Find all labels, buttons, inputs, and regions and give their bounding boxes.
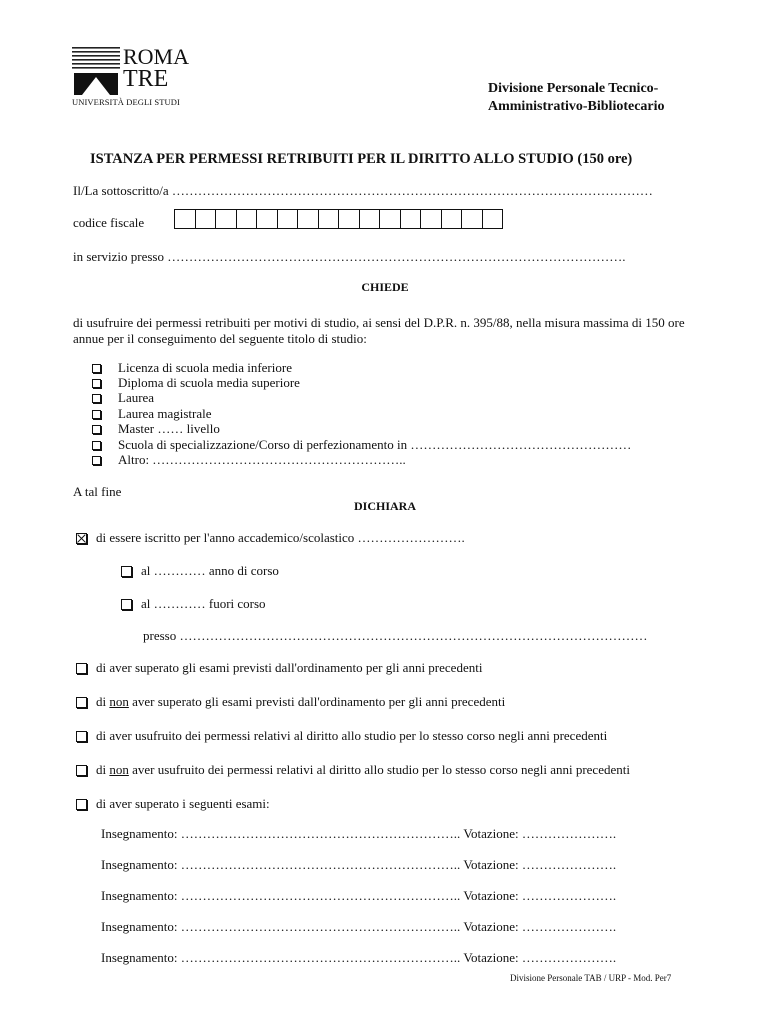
not-used-suffix: aver usufruito dei permessi relativi al diritto allo studio per lo stesso corso negli anni precedenti [128,762,630,777]
applicant-name-field[interactable]: Il/La sottoscritto/a ………………………………………………………………………………………………… [73,183,653,198]
codice-fiscale-boxes[interactable] [175,209,503,229]
dichiara-heading: DICHIARA [353,499,416,513]
checkbox-icon[interactable] [121,566,132,577]
not-word: non [109,762,129,777]
codice-fiscale-char-box[interactable] [195,209,217,229]
not-word: non [109,694,129,709]
option-licenza-media[interactable] [92,360,292,376]
division-line-1: Divisione Personale Tecnico- [488,81,659,96]
not-passed-exams-option[interactable] [76,694,505,710]
checkbox-icon[interactable] [76,731,87,742]
exam-row[interactable] [101,857,616,873]
logo-stripes [72,47,120,69]
logo-arch [74,73,118,95]
codice-fiscale-char-box[interactable] [400,209,422,229]
exam-grade-field[interactable]: Votazione: …………………. [463,919,617,934]
codice-fiscale-char-box[interactable] [215,209,237,229]
exam-row[interactable] [101,950,616,966]
chiede-paragraph: di usufruire dei permessi retribuiti per motivi di studio, ai sensi del D.P.R. n. 395/88, nella misura massima di 150 ore annue per il conseguimento del seguente titolo di studio: [73,315,685,346]
codice-fiscale-char-box[interactable] [359,209,381,229]
a-tal-fine-text: A tal fine [73,484,122,499]
passed-exams-label: di aver superato gli esami previsti dall'ordinamento per gli anni precedenti [96,660,483,675]
exam-subject-field[interactable]: Insegnamento: ……………………………………………………….. [101,950,464,965]
not-passed-suffix: aver superato gli esami previsti dall'ordinamento per gli anni precedenti [128,694,506,709]
exam-row[interactable] [101,888,616,904]
exam-grade-field[interactable]: Votazione: …………………. [463,950,617,965]
not-passed-prefix: di [96,694,110,709]
codice-fiscale-label: codice fiscale [73,215,145,230]
year-of-course-label: al ………… anno di corso [141,563,279,578]
codice-fiscale-char-box[interactable] [297,209,319,229]
division-line-2: Amministrativo-Bibliotecario [488,99,665,114]
codice-fiscale-char-box[interactable] [441,209,463,229]
checkbox-icon[interactable] [76,697,87,708]
checkbox-icon[interactable] [121,599,132,610]
checked-checkbox-icon[interactable] [76,533,87,544]
exam-subject-field[interactable]: Insegnamento: ……………………………………………………….. [101,919,464,934]
option-label: Master …… livello [118,421,220,436]
codice-fiscale-char-box[interactable] [420,209,442,229]
option-master[interactable] [92,421,220,437]
service-location-field[interactable]: in servizio presso ……………………………………………………………………………………………. [73,249,626,264]
year-of-course-option[interactable] [121,563,279,579]
checkbox-icon[interactable] [92,456,101,465]
exam-grade-field[interactable]: Votazione: …………………. [463,888,617,903]
checkbox-icon[interactable] [92,425,101,434]
codice-fiscale-char-box[interactable] [256,209,278,229]
checkbox-icon[interactable] [92,394,101,403]
codice-fiscale-char-box[interactable] [338,209,360,229]
option-specializzazione[interactable] [92,437,631,453]
codice-fiscale-char-box[interactable] [318,209,340,229]
option-label: Scuola di specializzazione/Corso di perfezionamento in …………………………………………… [118,437,632,452]
enrolled-statement[interactable] [76,530,465,546]
presso-field[interactable]: presso ……………………………………………………………………………………………… [143,628,648,643]
division-header [488,80,665,116]
logo-tre-text: TRE [123,66,169,92]
logo-university-text: UNIVERSITÀ DEGLI STUDI [72,97,180,107]
exam-row[interactable] [101,826,616,842]
option-diploma-superiore[interactable] [92,375,300,391]
used-permits-label: di aver usufruito dei permessi relativi al diritto allo studio per lo stesso corso negli anni precedenti [96,728,608,743]
checkbox-icon[interactable] [92,364,101,373]
checkbox-icon[interactable] [92,379,101,388]
chiede-heading: CHIEDE [361,280,409,294]
exam-subject-field[interactable]: Insegnamento: ……………………………………………………….. [101,857,464,872]
not-used-permits-option[interactable] [76,762,630,778]
following-exams-option[interactable] [76,796,270,812]
codice-fiscale-char-box[interactable] [461,209,483,229]
checkbox-icon[interactable] [92,410,101,419]
option-label: Laurea [118,390,155,405]
exam-subject-field[interactable]: Insegnamento: ……………………………………………………….. [101,888,464,903]
form-footer-code: Divisione Personale TAB / URP - Mod. Per7 [510,973,672,983]
option-label: Diploma di scuola media superiore [118,375,300,390]
not-used-prefix: di [96,762,110,777]
checkbox-icon[interactable] [76,765,87,776]
checkbox-icon[interactable] [92,441,101,450]
exam-grade-field[interactable]: Votazione: …………………. [463,826,617,841]
option-altro[interactable] [92,452,406,468]
option-label: Altro: ………………………………………………….. [118,452,406,467]
exam-grade-field[interactable]: Votazione: …………………. [463,857,617,872]
exam-row[interactable] [101,919,616,935]
enrolled-label: di essere iscritto per l'anno accademico/scolastico ……………………. [96,530,465,545]
out-of-course-option[interactable] [121,596,266,612]
passed-exams-option[interactable] [76,660,482,676]
out-of-course-label: al ………… fuori corso [141,596,266,611]
exam-subject-field[interactable]: Insegnamento: ……………………………………………………….. [101,826,464,841]
codice-fiscale-char-box[interactable] [236,209,258,229]
following-exams-label: di aver superato i seguenti esami: [96,796,270,811]
checkbox-icon[interactable] [76,663,87,674]
logo-roma-text: ROMA [123,44,190,69]
codice-fiscale-char-box[interactable] [482,209,504,229]
option-label: Laurea magistrale [118,406,212,421]
codice-fiscale-char-box[interactable] [277,209,299,229]
checkbox-icon[interactable] [76,799,87,810]
option-label: Licenza di scuola media inferiore [118,360,292,375]
used-permits-option[interactable] [76,728,607,744]
codice-fiscale-char-box[interactable] [379,209,401,229]
option-laurea[interactable] [92,390,154,406]
option-laurea-magistrale[interactable] [92,406,211,422]
codice-fiscale-char-box[interactable] [174,209,196,229]
form-title: ISTANZA PER PERMESSI RETRIBUITI PER IL DIRITTO ALLO STUDIO (150 ore) [90,151,633,167]
